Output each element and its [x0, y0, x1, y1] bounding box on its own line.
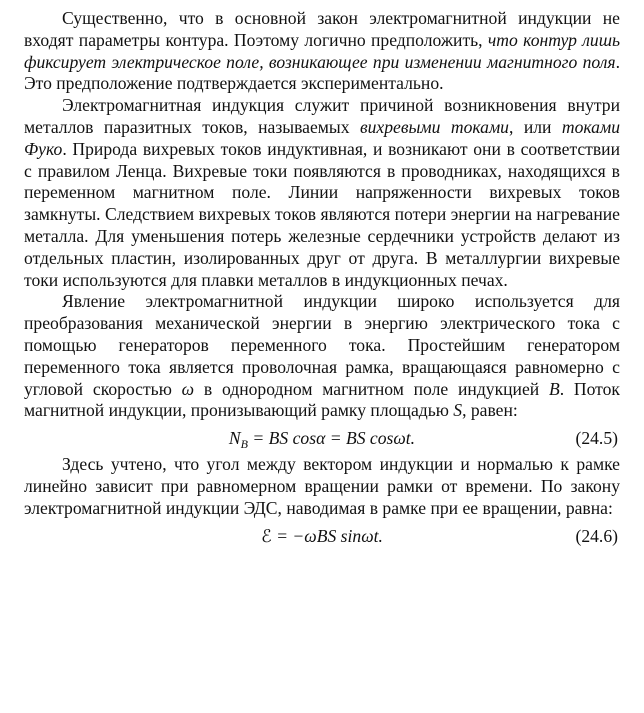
equation-formula	[24, 525, 620, 547]
equation-24-5	[24, 427, 620, 452]
equation-number: (24.5)	[575, 428, 618, 449]
text: . Это предположение подтверждается экспериментально.	[24, 51, 620, 94]
text: , или	[508, 116, 562, 137]
equation-number: (24.6)	[575, 525, 618, 546]
text: Существенно, что в основной закон электромагнитной индукции не входят параметры контура. Поэтому логично предположить,	[24, 8, 620, 50]
flux-symbol: N	[228, 428, 241, 449]
text: Электромагнитная индукция служит причиной возникновения внутри металлов паразитных токов, называемых	[24, 95, 620, 137]
equation-24-6	[24, 525, 620, 547]
text: . Поток магнитной индукции, пронизывающий рамку площадью	[24, 378, 620, 421]
emphasis-text: вихревыми токами	[360, 116, 509, 137]
text: в однородном магнитном поле индукцией	[194, 378, 549, 399]
text: Здесь учтено, что угол между вектором индукции и нормалью к рамке линейно зависит при равномерном вращении рамки от времени. По закону электромагнитной индукции ЭДС, наводимая в рамке при ее вращении, равна:	[24, 454, 620, 518]
paragraph-generator	[24, 291, 620, 422]
emf-symbol: ℰ	[261, 525, 272, 546]
text: . Природа вихревых токов индуктивная, и возникают они в соответствии с правилом Ленца. Вихревые токи появляются в проводниках, находящихся в переменном магнитном поле. Линии напряженности вихревых токов замкнуты. Следствием вихревых токов являются потери энергии на нагревание металла. Для уменьшения потерь железные сердечники устройств делают из отдельных пластин, изолированных друг от друга. В металлургии вихревые токи используются для плавки металлов в индукционных печах.	[24, 138, 620, 290]
equation-rhs: = −ωBS sinωt.	[271, 525, 383, 546]
text: Явление электромагнитной индукции широко используется для преобразования механической энергии в энергию электрического тока с помощью генераторов переменного тока. Простейшим генератором переменного тока является проволочная рамка, вращающаяся равномерно с угловой скоростью	[24, 291, 620, 399]
emphasis-text: токами Фуко	[24, 116, 620, 159]
text: , равен:	[462, 400, 518, 421]
symbol-omega: ω	[181, 378, 195, 399]
symbol-b: B	[548, 378, 560, 399]
flux-subscript: B	[240, 437, 248, 452]
paragraph-emf-intro	[24, 454, 620, 519]
symbol-s: S	[453, 400, 463, 421]
equation-rhs: = BS cosα = BS cosωt.	[248, 428, 416, 449]
equation-formula	[24, 427, 620, 455]
paragraph-faraday-law-remark	[24, 8, 620, 95]
paragraph-eddy-currents	[24, 95, 620, 291]
document-page	[24, 8, 620, 552]
emphasis-text: что контур лишь фиксирует электрическое поле, возникающее при изменении магнитного поля	[24, 29, 620, 72]
